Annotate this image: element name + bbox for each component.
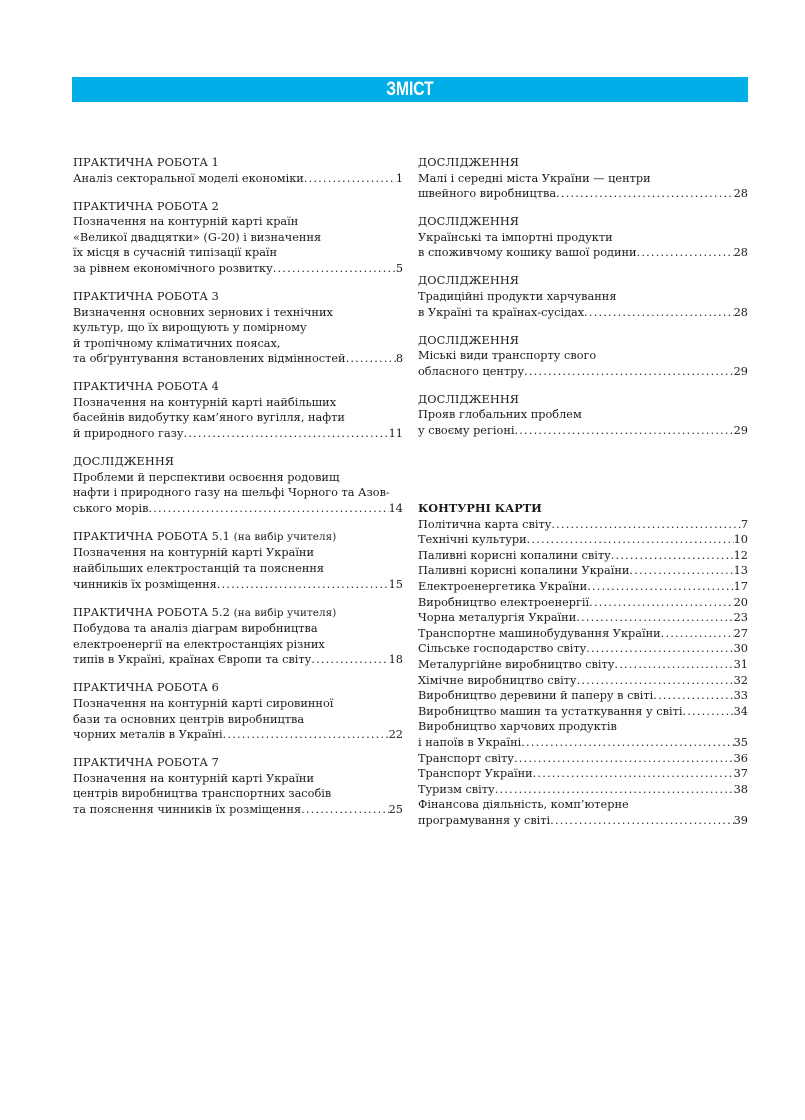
entry-leader-line[interactable] <box>418 751 748 767</box>
entry-title-last-line: Електроенергетика України <box>418 579 588 593</box>
entry-title-line: Малі і середні міста України — центри <box>418 171 651 185</box>
page-number: 29 <box>733 423 748 437</box>
dot-leader <box>311 652 388 668</box>
entry-leader-line[interactable] <box>418 766 748 782</box>
entry-title-line: електроенергії на електростанціях різних <box>73 637 325 651</box>
page-number: 13 <box>733 564 748 578</box>
entry-title-last-line: Виробництво деревини й паперу в світі <box>418 689 654 703</box>
toc-entry[interactable] <box>73 454 403 516</box>
dot-leader <box>586 641 733 657</box>
dot-leader <box>527 532 734 548</box>
dot-leader <box>587 579 733 595</box>
entry-title-last-line: Туризм світу <box>418 782 495 796</box>
dot-leader <box>346 351 396 367</box>
heading-text: ПРАКТИЧНА РОБОТА 5.1 <box>73 529 230 543</box>
toc-entry[interactable] <box>73 605 403 668</box>
page-number: 32 <box>733 673 748 687</box>
entry-title-line: Традиційні продукти харчування <box>418 289 617 303</box>
entry-title-last-line: Виробництво машин та устаткування у світі <box>418 704 683 718</box>
entry-leader-line[interactable] <box>418 610 748 626</box>
toc-title: ЗМІСТ <box>386 78 434 100</box>
toc-entry[interactable] <box>73 199 403 277</box>
contour-map-item[interactable] <box>418 626 748 642</box>
contour-map-item[interactable] <box>418 563 748 579</box>
entry-title-last-line: та обґрунтування встановлених відмінностей <box>73 352 346 366</box>
heading-text: ДОСЛІДЖЕННЯ <box>73 455 175 469</box>
toc-entry[interactable] <box>73 155 403 186</box>
toc-entry-heading <box>73 289 403 305</box>
entry-title-last-line: Аналіз секторальної моделі економіки <box>73 171 304 185</box>
toc-right-column <box>418 155 748 451</box>
entry-leader-line[interactable] <box>418 673 748 689</box>
toc-title-bar <box>72 77 748 102</box>
entry-leader-line[interactable] <box>418 595 748 611</box>
page-number: 34 <box>733 704 748 718</box>
page-number: 28 <box>733 305 748 319</box>
contour-map-item[interactable] <box>418 657 748 673</box>
dot-leader <box>589 595 733 611</box>
heading-text: ПРАКТИЧНА РОБОТА 3 <box>73 289 219 303</box>
entry-leader-line[interactable] <box>418 245 748 261</box>
entry-title-line: Проблеми й перспективи освоєння родовищ <box>73 470 340 484</box>
page-number: 30 <box>733 642 748 656</box>
toc-entry-heading <box>73 155 403 171</box>
page-number: 17 <box>733 579 748 593</box>
entry-title-last-line: Металургійне виробництво світу <box>418 657 615 671</box>
page-number: 20 <box>733 595 748 609</box>
page-number: 15 <box>388 577 403 591</box>
toc-entry[interactable] <box>418 273 748 320</box>
dot-leader <box>521 735 733 751</box>
toc-entry[interactable] <box>73 755 403 817</box>
toc-entry[interactable] <box>418 155 748 202</box>
toc-entry-heading <box>418 333 748 349</box>
toc-entry[interactable] <box>73 289 403 367</box>
entry-title-last-line: обласного центру <box>418 364 525 378</box>
contour-map-item[interactable] <box>418 517 748 533</box>
entry-title-line: Українські та імпортні продукти <box>418 230 613 244</box>
dot-leader <box>614 657 733 673</box>
entry-leader-line[interactable] <box>73 501 403 517</box>
toc-entry-heading <box>418 214 748 230</box>
dot-leader <box>637 245 734 261</box>
entry-title-last-line: Чорна металургія України <box>418 611 577 625</box>
dot-leader <box>514 751 734 767</box>
page-number: 39 <box>733 813 748 827</box>
toc-entry-heading <box>73 454 403 470</box>
contour-map-item[interactable] <box>418 579 748 595</box>
entry-leader-line[interactable] <box>418 688 748 704</box>
page-number: 18 <box>388 653 403 667</box>
page-number: 7 <box>740 517 748 531</box>
entry-title-last-line: за рівнем економічного розвитку <box>73 261 273 275</box>
toc-entry-heading <box>418 273 748 289</box>
page-number: 28 <box>733 246 748 260</box>
contour-map-item[interactable] <box>418 719 748 750</box>
page-number: 8 <box>395 352 403 366</box>
entry-title-last-line: типів в Україні, країнах Європи та світу <box>73 653 312 667</box>
contour-map-item[interactable] <box>418 532 748 548</box>
dot-leader <box>550 813 733 829</box>
heading-note: (на вибір учителя) <box>233 530 337 543</box>
entry-title-line: культур, що їх вирощують у помірному <box>73 321 307 335</box>
dot-leader <box>223 727 389 743</box>
dot-leader <box>514 423 733 439</box>
dot-leader <box>629 563 733 579</box>
entry-leader-line[interactable] <box>73 727 403 743</box>
dot-leader <box>301 802 389 818</box>
entry-leader-line[interactable] <box>418 563 748 579</box>
entry-title-line: Фінансова діяльність, комп’ютерне <box>418 798 629 812</box>
entry-title-last-line: Транспорт України <box>418 767 533 781</box>
entry-leader-line[interactable] <box>418 641 748 657</box>
toc-entry-heading <box>418 392 748 408</box>
entry-leader-line[interactable] <box>418 704 748 720</box>
page-number: 14 <box>388 501 403 515</box>
entry-title-line: й тропічному кліматичних поясах, <box>73 336 281 350</box>
heading-text: ПРАКТИЧНА РОБОТА 7 <box>73 756 219 770</box>
contour-map-item[interactable] <box>418 688 748 704</box>
entry-title-line: нафти і природного газу на шельфі Чорного та Азов- <box>73 486 390 500</box>
heading-text: ПРАКТИЧНА РОБОТА 2 <box>73 199 219 213</box>
contour-maps-section <box>418 501 748 828</box>
entry-title-line: басейнів видобутку кам’яного вугілля, нафти <box>73 411 345 425</box>
entry-title-last-line: Транспортне машинобудування України <box>418 626 661 640</box>
page-number: 12 <box>733 548 748 562</box>
entry-leader-line[interactable] <box>73 426 403 442</box>
entry-leader-line[interactable] <box>418 813 748 829</box>
page-number: 29 <box>733 364 748 378</box>
entry-leader-line[interactable] <box>418 517 748 533</box>
entry-leader-line[interactable] <box>418 305 748 321</box>
entry-leader-line[interactable] <box>73 261 403 277</box>
contour-map-item[interactable] <box>418 751 748 767</box>
toc-entry-heading <box>73 199 403 215</box>
contour-map-item[interactable] <box>418 704 748 720</box>
contour-map-item[interactable] <box>418 641 748 657</box>
heading-text: ПРАКТИЧНА РОБОТА 6 <box>73 681 219 695</box>
dot-leader <box>524 364 734 380</box>
entry-title-last-line: Сільське господарство світу <box>418 642 587 656</box>
page-number: 1 <box>395 171 403 185</box>
dot-leader <box>304 171 396 187</box>
entry-leader-line[interactable] <box>418 532 748 548</box>
page-number: 35 <box>733 735 748 749</box>
entry-title-line: Визначення основних зернових і технічних <box>73 305 333 319</box>
dot-leader <box>184 426 389 442</box>
dot-leader <box>556 186 734 202</box>
entry-leader-line[interactable] <box>418 364 748 380</box>
entry-leader-line[interactable] <box>73 652 403 668</box>
heading-text: ДОСЛІДЖЕННЯ <box>418 156 520 169</box>
toc-entry[interactable] <box>418 392 748 439</box>
entry-title-line: Позначення на контурній карті країн <box>73 215 299 229</box>
entry-leader-line[interactable] <box>418 657 748 673</box>
dot-leader <box>611 548 734 564</box>
entry-title-line: «Великої двадцятки» (G-20) і визначення <box>73 230 322 244</box>
contour-map-item[interactable] <box>418 610 748 626</box>
page-number: 28 <box>733 187 748 201</box>
entry-leader-line[interactable] <box>418 186 748 202</box>
entry-title-last-line: в Україні та країнах-сусідах <box>418 305 585 319</box>
page-number: 5 <box>395 261 403 275</box>
entry-title-line: центрів виробництва транспортних засобів <box>73 787 332 801</box>
dot-leader <box>577 673 734 689</box>
entry-leader-line[interactable] <box>418 579 748 595</box>
contour-map-item[interactable] <box>418 766 748 782</box>
heading-text: ПРАКТИЧНА РОБОТА 5.2 <box>73 605 230 619</box>
entry-leader-line[interactable] <box>418 548 748 564</box>
entry-leader-line[interactable] <box>73 577 403 593</box>
entry-title-last-line: Виробництво електроенергії <box>418 595 590 609</box>
toc-entry-heading <box>73 379 403 395</box>
page-number: 10 <box>733 533 748 547</box>
page-number: 27 <box>733 626 748 640</box>
entry-title-last-line: Паливні корисні копалини світу <box>418 548 611 562</box>
dot-leader <box>576 610 733 626</box>
entry-title-last-line: швейного виробництва <box>418 187 557 201</box>
heading-note: (на вибір учителя) <box>233 606 337 619</box>
toc-entry[interactable] <box>73 529 403 592</box>
heading-text: ПРАКТИЧНА РОБОТА 1 <box>73 156 219 169</box>
dot-leader <box>682 704 733 720</box>
heading-text: ПРАКТИЧНА РОБОТА 4 <box>73 380 219 394</box>
entry-title-last-line: ського морів <box>73 501 149 515</box>
page-number: 23 <box>733 611 748 625</box>
entry-title-last-line: чорних металів в Україні <box>73 728 223 742</box>
entry-title-last-line: Політична карта світу <box>418 517 552 531</box>
entry-title-line: бази та основних центрів виробництва <box>73 712 305 726</box>
page-number: 33 <box>733 689 748 703</box>
entry-title-last-line: в споживчому кошику вашої родини <box>418 246 637 260</box>
entry-title-last-line: Транспорт світу <box>418 751 514 765</box>
entry-title-last-line: програмування у світі <box>418 813 551 827</box>
dot-leader <box>273 261 396 277</box>
toc-entry[interactable] <box>418 214 748 261</box>
contour-map-item[interactable] <box>418 548 748 564</box>
page-number: 38 <box>733 782 748 796</box>
entry-leader-line[interactable] <box>418 423 748 439</box>
entry-title-line: Позначення на контурній карті України <box>73 771 314 785</box>
dot-leader <box>661 626 734 642</box>
toc-entry-heading <box>73 680 403 696</box>
page-number: 22 <box>388 728 403 742</box>
entry-title-line: їх місця в сучасній типізації країн <box>73 246 278 260</box>
toc-entry-heading <box>73 755 403 771</box>
entry-leader-line[interactable] <box>418 626 748 642</box>
toc-entry[interactable] <box>418 333 748 380</box>
entry-title-line: Позначення на контурній карті найбільших <box>73 395 337 409</box>
contour-map-item[interactable] <box>418 782 748 798</box>
dot-leader <box>653 688 733 704</box>
page-number: 25 <box>388 802 403 816</box>
heading-text: ДОСЛІДЖЕННЯ <box>418 333 520 347</box>
page-number: 36 <box>733 751 748 765</box>
entry-leader-line[interactable] <box>73 171 403 187</box>
dot-leader <box>148 501 388 517</box>
entry-leader-line[interactable] <box>418 782 748 798</box>
contour-map-item[interactable] <box>418 595 748 611</box>
dot-leader <box>551 517 740 533</box>
entry-leader-line[interactable] <box>418 735 748 751</box>
page-number: 31 <box>733 657 748 671</box>
heading-text: ДОСЛІДЖЕННЯ <box>418 274 520 288</box>
entry-title-last-line: й природного газу <box>73 427 184 441</box>
entry-title-line: Побудова та аналіз діаграм виробництва <box>73 622 318 636</box>
entry-title-line: Міські види транспорту свого <box>418 349 597 363</box>
dot-leader <box>533 766 734 782</box>
contour-map-item[interactable] <box>418 797 748 828</box>
entry-title-last-line: у своєму регіоні <box>418 423 515 437</box>
entry-title-last-line: Паливні корисні копалини України <box>418 564 630 578</box>
heading-text: ДОСЛІДЖЕННЯ <box>418 392 520 406</box>
heading-text: ДОСЛІДЖЕННЯ <box>418 215 520 229</box>
entry-title-line: Виробництво харчових продуктів <box>418 720 617 734</box>
entry-leader-line[interactable] <box>73 802 403 818</box>
dot-leader <box>584 305 733 321</box>
entry-title-last-line: і напоїв в Україні <box>418 735 522 749</box>
dot-leader <box>495 782 734 798</box>
contour-maps-heading: КОНТУРНІ КАРТИ <box>418 501 542 515</box>
toc-entry[interactable] <box>73 379 403 441</box>
entry-title-line: Позначення на контурній карті сировинної <box>73 696 334 710</box>
entry-title-last-line: Технічні культури <box>418 533 527 547</box>
dot-leader <box>217 577 389 593</box>
toc-entry-heading <box>73 529 403 546</box>
toc-entry[interactable] <box>73 680 403 742</box>
toc-entry-heading <box>418 155 748 171</box>
toc-entry-heading <box>73 605 403 622</box>
entry-title-last-line: та пояснення чинників їх розміщення <box>73 802 302 816</box>
entry-title-line: Прояв глобальних проблем <box>418 408 582 422</box>
entry-title-line: найбільших електростанцій та пояснення <box>73 562 325 576</box>
entry-title-last-line: Хімічне виробництво світу <box>418 673 577 687</box>
entry-leader-line[interactable] <box>73 351 403 367</box>
toc-left-column <box>73 155 403 830</box>
page-number: 37 <box>733 767 748 781</box>
page-number: 11 <box>388 427 403 441</box>
entry-title-last-line: чинників їх розміщення <box>73 577 217 591</box>
entry-title-line: Позначення на контурній карті України <box>73 546 314 560</box>
contour-map-item[interactable] <box>418 673 748 689</box>
